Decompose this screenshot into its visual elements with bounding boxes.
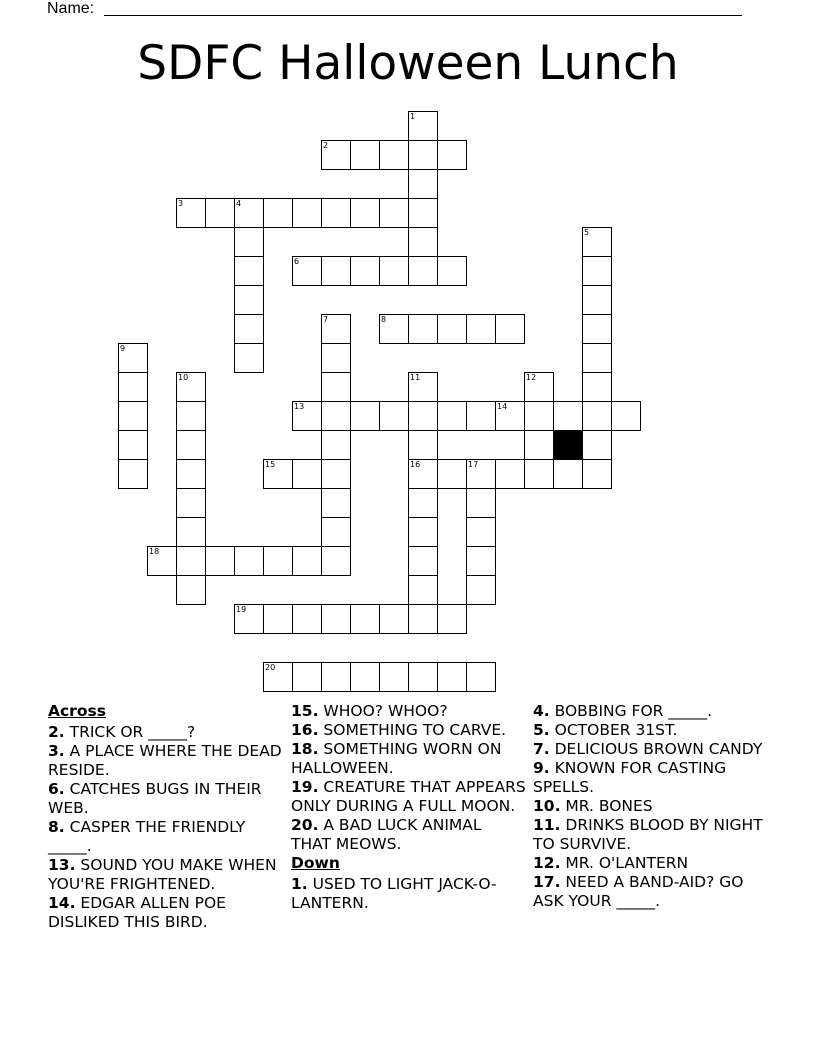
grid-cell[interactable] [466, 459, 496, 489]
grid-cell[interactable] [408, 662, 438, 692]
clue-number: 6 [294, 257, 300, 266]
grid-cell[interactable] [408, 401, 438, 431]
clue-across-20: 20. A BAD LUCK ANIMAL THAT MEOWS. [291, 816, 482, 853]
grid-cell[interactable] [292, 546, 322, 576]
clue-number: 13 [294, 402, 305, 411]
grid-cell[interactable] [379, 140, 409, 170]
clue-down-12: 12. MR. O'LANTERN [533, 854, 689, 872]
grid-cell[interactable] [321, 343, 351, 373]
grid-cell[interactable] [292, 459, 322, 489]
clue-down-10: 10. MR. BONES [533, 797, 653, 815]
grid-cell[interactable] [582, 401, 612, 431]
grid-cell[interactable] [321, 256, 351, 286]
clues-column-2 [291, 702, 526, 913]
grid-cell[interactable] [263, 604, 293, 634]
grid-cell[interactable] [408, 111, 438, 141]
clue-number: 16 [410, 460, 421, 469]
grid-cell[interactable] [524, 459, 554, 489]
grid-cell[interactable] [582, 343, 612, 373]
grid-cell[interactable] [408, 546, 438, 576]
down-heading: Down [291, 854, 340, 872]
grid-cell[interactable] [234, 198, 264, 228]
grid-cell[interactable] [321, 488, 351, 518]
clue-number: 20 [265, 663, 276, 672]
grid-cell[interactable] [379, 662, 409, 692]
grid-cell[interactable] [350, 198, 380, 228]
grid-cell[interactable] [263, 662, 293, 692]
grid-cell[interactable] [321, 459, 351, 489]
grid-cell[interactable] [118, 401, 148, 431]
grid-cell[interactable] [118, 372, 148, 402]
grid-cell[interactable] [292, 401, 322, 431]
clue-number: 2 [323, 141, 329, 150]
grid-cell[interactable] [321, 198, 351, 228]
grid-cell[interactable] [408, 604, 438, 634]
grid-cell[interactable] [321, 372, 351, 402]
grid-cell[interactable] [350, 662, 380, 692]
grid-cell[interactable] [408, 227, 438, 257]
grid-cell[interactable] [495, 459, 525, 489]
grid-cell[interactable] [466, 662, 496, 692]
grid-cell[interactable] [466, 575, 496, 605]
grid-cell[interactable] [118, 343, 148, 373]
grid-cell[interactable] [582, 227, 612, 257]
grid-cell[interactable] [466, 488, 496, 518]
grid-cell[interactable] [379, 198, 409, 228]
clue-number: 9 [120, 344, 126, 353]
grid-cell[interactable] [350, 604, 380, 634]
grid-cell[interactable] [350, 256, 380, 286]
grid-cell[interactable] [321, 140, 351, 170]
page-title: SDFC Halloween Lunch [137, 36, 679, 91]
grid-cell[interactable] [466, 314, 496, 344]
grid-cell[interactable] [321, 314, 351, 344]
grid-cell[interactable] [408, 140, 438, 170]
grid-cell[interactable] [321, 604, 351, 634]
grid-cell[interactable] [292, 662, 322, 692]
grid-cell[interactable] [408, 256, 438, 286]
clue-number: 15 [265, 460, 276, 469]
grid-cell[interactable] [321, 430, 351, 460]
clue-across-19: 19. CREATURE THAT APPEARS ONLY DURING A FULL MOON. [291, 778, 526, 815]
grid-cell[interactable] [234, 546, 264, 576]
clue-number: 7 [323, 315, 329, 324]
grid-cell[interactable] [553, 401, 583, 431]
clue-number: 12 [526, 373, 537, 382]
grid-cell[interactable] [408, 517, 438, 547]
clues-column-1 [48, 702, 283, 932]
grid-cell[interactable] [118, 430, 148, 460]
clue-number: 8 [381, 315, 387, 324]
grid-cell[interactable] [321, 546, 351, 576]
grid-cell[interactable] [437, 662, 467, 692]
grid-cell[interactable] [176, 459, 206, 489]
grid-cell[interactable] [321, 662, 351, 692]
grid-cell[interactable] [263, 198, 293, 228]
grid-cell[interactable] [495, 314, 525, 344]
clue-number: 11 [410, 373, 421, 382]
clue-number: 18 [149, 547, 160, 556]
grid-cell[interactable] [292, 604, 322, 634]
clue-across-16: 16. SOMETHING TO CARVE. [291, 721, 507, 739]
grid-cell[interactable] [408, 575, 438, 605]
grid-cell[interactable] [118, 459, 148, 489]
grid-cell[interactable] [176, 198, 206, 228]
grid-cell[interactable] [263, 459, 293, 489]
clue-across-13: 13. SOUND YOU MAKE WHEN YOU'RE FRIGHTENED. [48, 856, 277, 893]
grid-cell[interactable] [176, 401, 206, 431]
grid-cell[interactable] [437, 459, 467, 489]
grid-cell[interactable] [234, 285, 264, 315]
grid-cell[interactable] [176, 488, 206, 518]
grid-cell[interactable] [524, 401, 554, 431]
grid-cell[interactable] [379, 314, 409, 344]
clue-number: 19 [236, 605, 247, 614]
grid-cell[interactable] [379, 401, 409, 431]
grid-cell[interactable] [408, 488, 438, 518]
grid-cell[interactable] [524, 430, 554, 460]
grid-cell[interactable] [176, 546, 206, 576]
clue-number: 17 [468, 460, 479, 469]
grid-cell[interactable] [466, 401, 496, 431]
grid-cell[interactable] [379, 256, 409, 286]
grid-cell[interactable] [582, 314, 612, 344]
grid-cell[interactable] [408, 372, 438, 402]
grid-cell[interactable] [466, 517, 496, 547]
grid-cell[interactable] [350, 140, 380, 170]
clue-across-18: 18. SOMETHING WORN ON HALLOWEEN. [291, 740, 502, 777]
grid-cell[interactable] [234, 314, 264, 344]
grid-cell[interactable] [437, 140, 467, 170]
clue-number: 3 [178, 199, 184, 208]
clue-down-4: 4. BOBBING FOR _____. [533, 702, 713, 720]
grid-cell[interactable] [437, 401, 467, 431]
clue-down-7: 7. DELICIOUS BROWN CANDY [533, 740, 763, 758]
grid-cell[interactable] [176, 372, 206, 402]
clue-across-15: 15. WHOO? WHOO? [291, 702, 448, 720]
grid-cell[interactable] [234, 343, 264, 373]
clue-down-11: 11. DRINKS BLOOD BY NIGHT TO SURVIVE. [533, 816, 763, 853]
grid-cell[interactable] [437, 604, 467, 634]
clue-down-5: 5. OCTOBER 31ST. [533, 721, 678, 739]
grid-cell[interactable] [176, 517, 206, 547]
clue-across-8: 8. CASPER THE FRIENDLY _____. [48, 818, 246, 855]
grid-cell[interactable] [553, 459, 583, 489]
grid-cell[interactable] [582, 430, 612, 460]
clue-across-14: 14. EDGAR ALLEN POE DISLIKED THIS BIRD. [48, 894, 226, 931]
grid-cell[interactable] [437, 256, 467, 286]
grid-cell[interactable] [263, 546, 293, 576]
grid-cell[interactable] [321, 517, 351, 547]
grid-cell[interactable] [582, 459, 612, 489]
clue-number: 1 [410, 112, 416, 121]
clue-number: 10 [178, 373, 189, 382]
grid-cell[interactable] [292, 198, 322, 228]
grid-cell[interactable] [408, 169, 438, 199]
grid-cell[interactable] [379, 604, 409, 634]
clue-down-1: 1. USED TO LIGHT JACK-O-LANTERN. [291, 875, 497, 912]
name-label: Name: [47, 0, 95, 17]
black-cell [553, 430, 583, 460]
grid-cell[interactable] [582, 285, 612, 315]
grid-cell[interactable] [408, 198, 438, 228]
grid-cell[interactable] [234, 604, 264, 634]
clues-column-3 [533, 702, 768, 911]
grid-cell[interactable] [292, 256, 322, 286]
clue-across-6: 6. CATCHES BUGS IN THEIR WEB. [48, 780, 262, 817]
clue-down-17: 17. NEED A BAND-AID? GO ASK YOUR _____. [533, 873, 744, 910]
grid-cell[interactable] [437, 314, 467, 344]
grid-cell[interactable] [408, 430, 438, 460]
grid-cell[interactable] [321, 401, 351, 431]
grid-cell[interactable] [466, 546, 496, 576]
grid-cell[interactable] [582, 256, 612, 286]
grid-cell[interactable] [408, 314, 438, 344]
clue-number: 14 [497, 402, 508, 411]
grid-cell[interactable] [234, 227, 264, 257]
clue-number: 5 [584, 228, 590, 237]
grid-cell[interactable] [176, 575, 206, 605]
grid-cell[interactable] [582, 372, 612, 402]
grid-cell[interactable] [495, 401, 525, 431]
clue-down-9: 9. KNOWN FOR CASTING SPELLS. [533, 759, 727, 796]
grid-cell[interactable] [350, 401, 380, 431]
clue-across-3: 3. A PLACE WHERE THE DEAD RESIDE. [48, 742, 282, 779]
grid-cell[interactable] [205, 546, 235, 576]
grid-cell[interactable] [205, 198, 235, 228]
clue-across-2: 2. TRICK OR _____? [48, 723, 196, 741]
clue-number: 4 [236, 199, 242, 208]
across-heading: Across [48, 702, 106, 720]
grid-cell[interactable] [176, 430, 206, 460]
grid-cell[interactable] [524, 372, 554, 402]
grid-cell[interactable] [611, 401, 641, 431]
grid-cell[interactable] [147, 546, 177, 576]
grid-cell[interactable] [408, 459, 438, 489]
grid-cell[interactable] [234, 256, 264, 286]
